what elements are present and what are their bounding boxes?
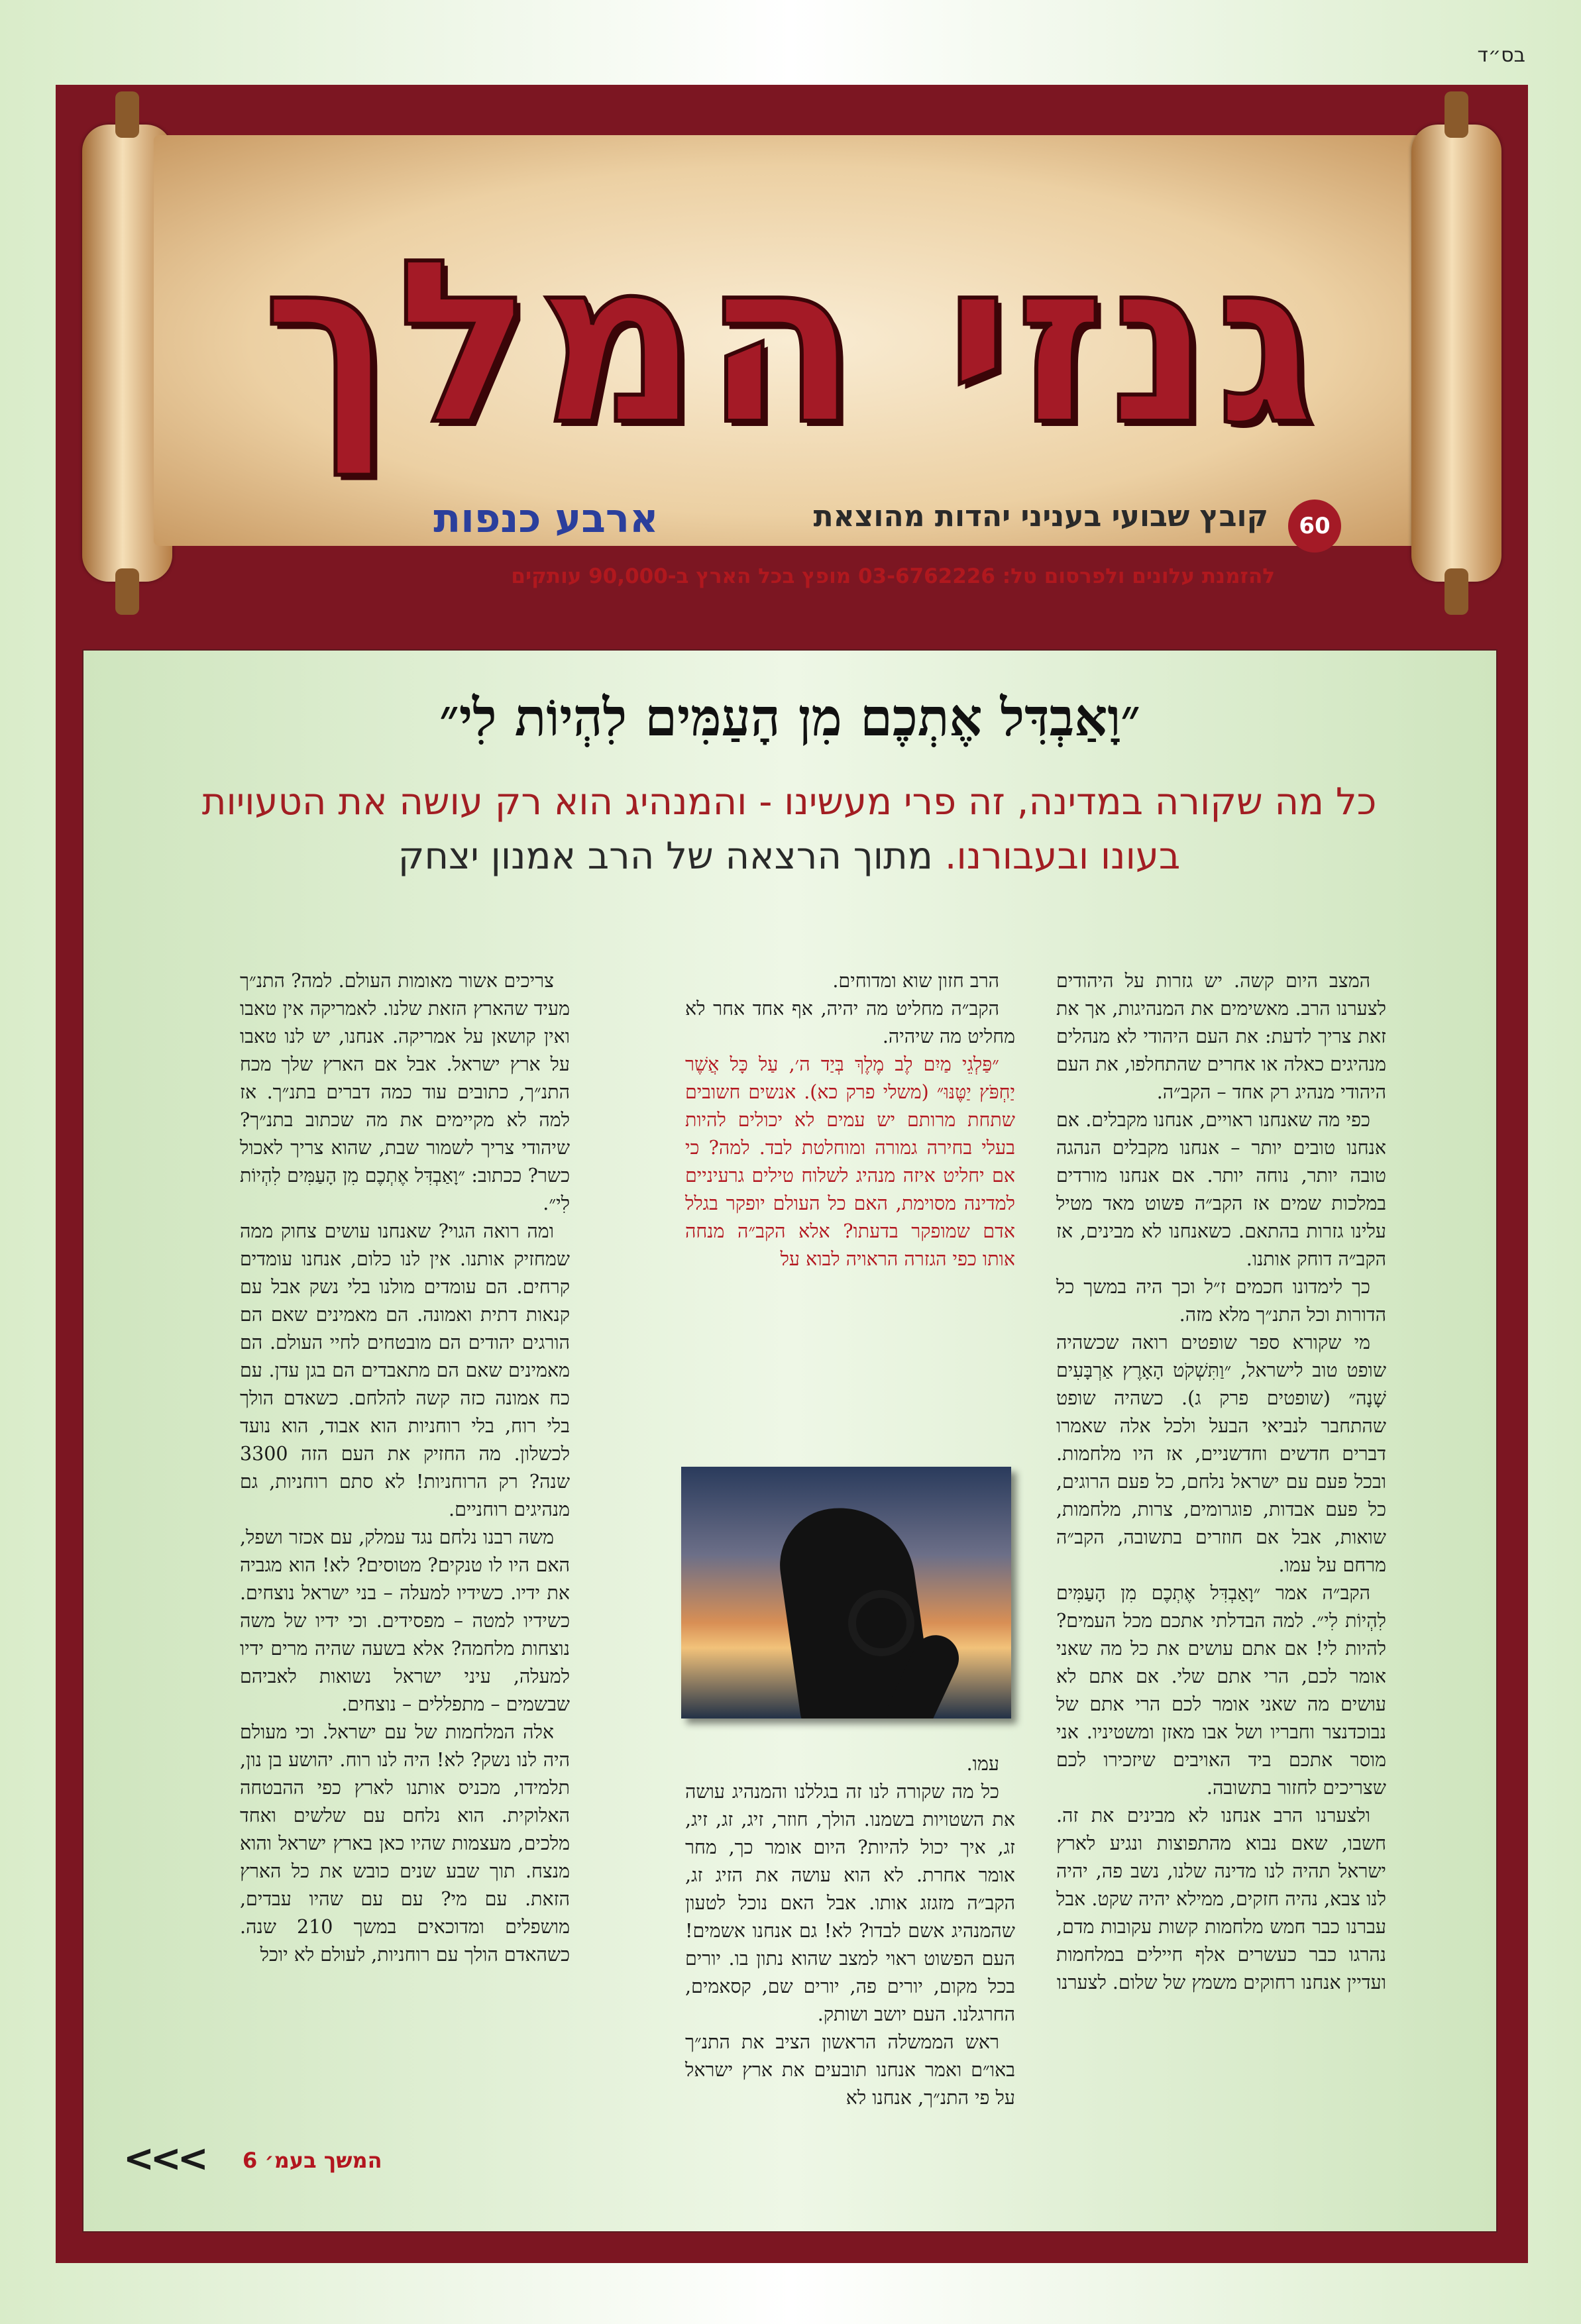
paragraph: ראש הממשלה הראשון הציב את התנ״ך באו״ם ואמר אנחנו תובעים את ארץ ישראל על פי התנ״ך, אנחנו לא [685, 2031, 1015, 2109]
rod-cap [115, 91, 139, 138]
rod-cap [115, 568, 139, 615]
paragraph: הקב״ה אמר ״וָאַבְדִּל אֶתְכֶם מִן הָעַמִּים לִהְיוֹת לִי״. למה הבדלתי אתכם מכל העמים? להיות לי! אם אתם עושים את כל מה שאני אומר לכם, הרי אתם שלי. אם אתם לא עושים מה שאני אומר לכם הרי אתם של נבוכדנצר וחבריו ושל אבו מאזן ומשטיניו. אני מוסר אתכם ביד האויבים שיזכירו לכם שצריכים לחזור בתשובה. [1056, 1582, 1386, 1799]
continued-on-page-link[interactable]: המשך בעמ׳ 6 [243, 2148, 382, 2173]
issue-number-badge: 60 [1288, 500, 1341, 553]
contact-line: להזמנת עלונים ולפרסום טל: 03-6762226 מופץ בכל הארץ ב-90,000 עותקים [511, 564, 1275, 588]
paragraph: מי שקורא ספר שופטים רואה שכשהיה שופט טוב לישראל, ״וַתִּשְׁקֹט הָאָרֶץ אַרְבָּעִים שָׁנָה״ (שופטים פרק ג). כשהיה שופט שהתחבר לנביאי הבעל ולכל אלה שאמרו דברים חדשים וחדשניים, אז היו מלחמות. ובכל פעם עם ישראל נלחם, כל פעם הרוגים, כל פעם אבדות, פוגרומים, צרות, מלחמות, שואות, אבל אם חוזרים בתשובה, הקב״ה מרחם על עמו. [1056, 1332, 1386, 1576]
masthead-header [56, 85, 1528, 648]
article-column-left [240, 967, 570, 2146]
lead-credit: מתוך הרצאה של הרב אמנון יצחק [398, 835, 933, 878]
sunset-ring-photo [681, 1467, 1011, 1718]
paragraph: אלה המלחמות של עם ישראל. וכי מעולם היה לנו נשק? לא! היה לנו רוח. יהושע בן נון, תלמידו, מכניס אותנו לארץ כפי ההבטחה האלוקית. הוא נלחם עם שלשים ואחד מלכים, מעצמות שהיו כאן בארץ ישראל והוא מנצח. תוך שבע שנים כובש את כל הארץ הזאת. עם מי? עם עם שהיו עבדים, מושפלים ומדוכאים במשך 210 שנה. כשהאדם הולך עם רוחניות, לעולם לא יוכל [240, 1721, 570, 1966]
bsd-mark: בס״ד [1477, 44, 1525, 67]
paragraph: הקב״ה מחליט מה יהיה, אף אחד אחר לא מחליט מה שיהיה. [685, 998, 1015, 1047]
paragraph: כך לימדונו חכמים ז״ל וכך היה במשך כל הדורות וכל התנ״ך מלא מזה. [1056, 1276, 1386, 1326]
quote-paragraph: ״פַּלְגֵי מַיִם לֶב מֶלֶךְ בְּיַד ה׳, עַל כָּל אֲשֶׁר יַחְפֹּץ יַטֶּנּוּ״ (משלי פרק כא). אנשים חשובים שתחת מרותם יש עמים לא יכולים להיות בעלי בחירה גמורה ומוחלטת לבד. למה? כי אם יחליט איזה מנהיג לשלוח טילים גרעיניים למדינה מסוימת, האם כל העולם יופקר בגלל אדם שמופקר בדעתו? אלא הקב״ה מנחה אותו כפי הגזרה הראויה לבוא על [685, 1053, 1015, 1270]
paragraph: ולצערנו הרב אנחנו לא מבינים את זה. חשבו, שאם נבוא מהתפוצות ונגיע לארץ ישראל תהיה לנו מדינה שלנו, נשב פה, יהיה לנו צבא, נהיה חזקים, ממילא יהיה שקט. אבל עברנו כבר חמש מלחמות קשות עקובות מדם, נהרגו כבר כעשרים אלף חיילים במלחמות ועדיין אנחנו רחוקים משמץ של שלום. לצערנו [1056, 1805, 1386, 1993]
publisher-logo: ארבע כנפות [433, 496, 659, 542]
article-panel [82, 649, 1498, 2233]
paragraph: משה רבנו נלחם נגד עמלק, עם אכזר ושפל, האם היו לו טנקים? מטוסים? לא! הוא מגביה את ידיו. כשידיו למעלה – בני ישראל נוצחים. כשידיו למטה – מפסידים. וכי ידיו של משה נוצחות מלחמה? אלא בשעה שהיה מרים ידיו למעלה, עיני ישראל נשואות לאביהם שבשמים – מתפללים – נוצחים. [240, 1526, 570, 1715]
article-column-middle-bottom [685, 1750, 1015, 2112]
masthead-subtitle: קובץ שבועי בעניני יהדות מהוצאת [813, 500, 1268, 533]
article-column-middle-top [685, 967, 1015, 1279]
ring-icon [848, 1590, 914, 1656]
paragraph: צריכים אשור מאומות העולם. למה? התנ״ך מעיד שהארץ הזאת שלנו. לאמריקה אין טאבו ואין קושאן על אמריקה. אנחנו, יש לנו טאבו על ארץ ישראל. אבל אם הארץ שלך מכח התנ״ך, כתובים עוד כמה דברים בתנ״ך. אז למה לא מקיימים את מה שכתוב בתנ״ך? שיהודי צריך לשמור שבת, שהוא צריך לאכול כשר? ככתוב: ״וָאַבְדִּל אֶתְכֶם מִן הָעַמִּים לִהְיוֹת לִי״. [240, 970, 570, 1214]
paragraph: כל מה שקורה לנו זה בגללנו והמנהיג עושה את השטויות בשמנו. הולך, חוזר, זיג, זג, זיג, זג, איך יכול להיות? היום אומר כך, מחר אומר אחרת. לא הוא עושה את הזיג זג, הקב״ה מזגזג אותו. אבל האם נוכל לטעון שהמנהיג אשם לבדו? לא! גם אנחנו אשמים! העם הפשוט ראוי למצב שהוא נתון בו. יורים בכל מקום, יורים פה, יורים שם, קסאמים, החרגלנו. העם יושב ושותק. [685, 1781, 1015, 2025]
paragraph: הרב חזון שוא ומדוחים. [832, 970, 999, 992]
masthead-title: גנזי המלך [262, 212, 1321, 474]
paragraph: המצב היום קשה. יש גזרות על היהודים לצערנו הרב. מאשימים את המנהיגות, אך את זאת צריך לדעת: את העם היהודי לא מנהלים מנהיגים כאלה או אחרים שהתחלפו, את העם היהודי מנהיג רק אחד – הקב״ה. [1056, 970, 1386, 1103]
arrows-icon: <<< [123, 2137, 205, 2180]
paragraph: ומה רואה הגוי? שאנחנו עושים צחוק ממה שמחזיק אותנו. אין לנו כלום, אנחנו עומדים קרחים. הם עומדים מולנו בלי נשק אבל עם קנאות דתית ואמונה. הם מאמינים שאם הם הורגים יהודים הם מובטחים לחיי העולם. הם מאמינים שאם הם מתאבדים הם בגן עדן. עם כח אמונה כזה קשה להלחם. כשאדם הולך בלי רוח, בלי רוחניות הוא אבוד, הוא נועד לכשלון. מה החזיק את העם הזה 3300 שנה? רק הרוחניות! לא סתם רוחניות, גם מנהיגים רוחניים. [240, 1220, 570, 1520]
article-headline: ״וָאַבְדִּל אֶתְכֶם מִן הָעַמִּים לִהְיוֹת לִי״ [439, 688, 1140, 748]
paragraph: עמו. [966, 1753, 999, 1775]
rod-cap [1445, 91, 1468, 138]
article-lead [183, 775, 1395, 884]
lead-red-text: כל מה שקורה במדינה, זה פרי מעשינו - והמנהיג הוא רק עושה את הטעויות בעונו ובעבורנו. [201, 780, 1377, 878]
scroll-rod-right [1411, 125, 1501, 582]
paragraph: כפי מה שאנחנו ראויים, אנחנו מקבלים. אם אנחנו טובים יותר – אנחנו מקבלים הנהגה טובה יותר, נוחה יותר. אם אנחנו מורדים במלכות שמים אז הקב״ה פשוט מאד מטיל עלינו גזרות בהתאם. כשאנחנו לא מבינים, אז הקב״ה דוחק אותנו. [1056, 1109, 1386, 1270]
article-column-right [1056, 967, 1386, 2180]
rod-cap [1445, 568, 1468, 615]
